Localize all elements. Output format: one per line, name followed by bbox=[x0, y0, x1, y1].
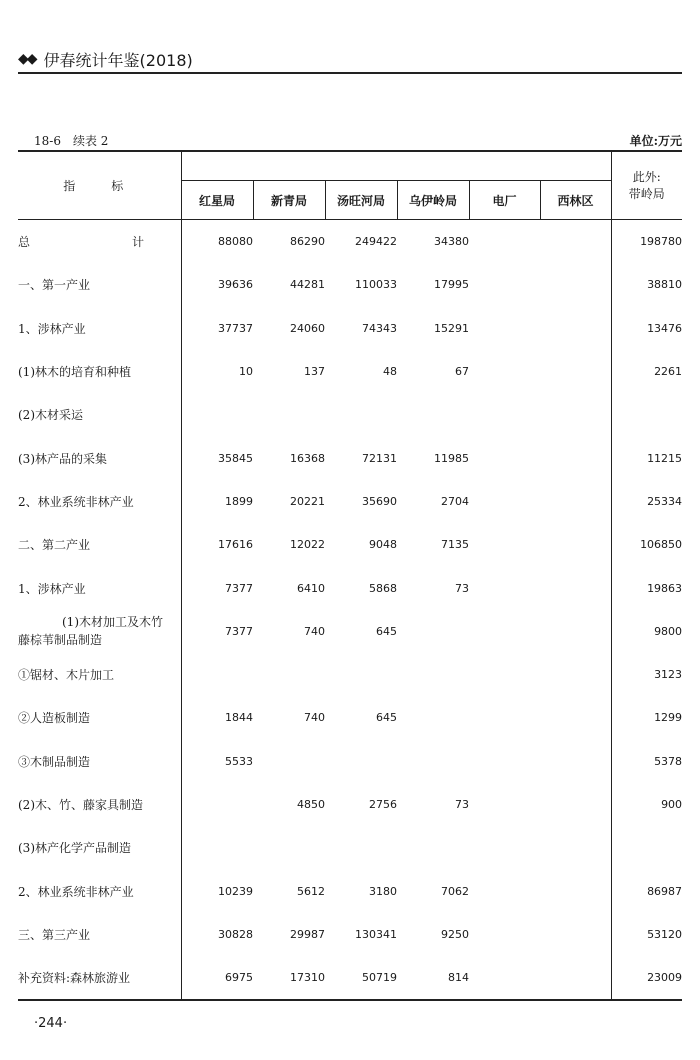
cell bbox=[469, 696, 540, 739]
cell: 48 bbox=[383, 365, 397, 379]
cell: 5533 bbox=[181, 740, 253, 783]
cell: 6410 bbox=[297, 581, 325, 595]
cell: 16368 bbox=[290, 451, 325, 465]
cell bbox=[181, 783, 253, 826]
cell bbox=[397, 393, 469, 436]
cell bbox=[540, 263, 611, 306]
cell: 1844 bbox=[181, 696, 253, 739]
cell bbox=[181, 826, 253, 869]
cell: 74343 bbox=[362, 321, 397, 335]
cell: 25334 bbox=[611, 480, 682, 523]
cell bbox=[397, 740, 469, 783]
cell: 11985 bbox=[434, 451, 469, 465]
cell bbox=[540, 653, 611, 696]
cell: 19863 bbox=[611, 566, 682, 609]
cell bbox=[540, 393, 611, 436]
cell bbox=[540, 307, 611, 350]
cell: 73 bbox=[455, 581, 469, 595]
cell: 20221 bbox=[290, 494, 325, 508]
row-label-line1: (1)木材加工及木竹 bbox=[62, 615, 163, 630]
cell bbox=[540, 480, 611, 523]
cell: 9250 bbox=[441, 927, 469, 941]
cell bbox=[397, 696, 469, 739]
row-label: (3)林产化学产品制造 bbox=[18, 841, 131, 856]
cell: 740 bbox=[304, 624, 325, 638]
cell: 13476 bbox=[611, 307, 682, 350]
cell: 86290 bbox=[290, 235, 325, 249]
row-label: 1、涉林产业 bbox=[18, 581, 86, 596]
cell bbox=[469, 436, 540, 479]
cell bbox=[253, 653, 325, 696]
cell: 67 bbox=[455, 365, 469, 379]
cell: 73 bbox=[455, 798, 469, 811]
cell bbox=[540, 826, 611, 869]
cell bbox=[325, 826, 397, 869]
cell: 106850 bbox=[611, 523, 682, 566]
cell: 39636 bbox=[181, 263, 253, 306]
cell: 17310 bbox=[290, 971, 325, 985]
cell: 15291 bbox=[434, 321, 469, 335]
cell bbox=[469, 263, 540, 306]
cell: 72131 bbox=[362, 451, 397, 465]
cell: 645 bbox=[376, 624, 397, 638]
cell: 37737 bbox=[181, 307, 253, 350]
table-row bbox=[18, 826, 682, 869]
cell: 900 bbox=[611, 783, 682, 826]
cell bbox=[397, 653, 469, 696]
cell bbox=[397, 826, 469, 869]
cell bbox=[253, 740, 325, 783]
cell: 24060 bbox=[290, 321, 325, 335]
cell: 2261 bbox=[611, 350, 682, 393]
row-label: 补充资料:森林旅游业 bbox=[18, 971, 131, 986]
cell: 10 bbox=[181, 350, 253, 393]
cell bbox=[540, 523, 611, 566]
statistics-table bbox=[18, 150, 682, 1001]
cell bbox=[540, 436, 611, 479]
cell: 35845 bbox=[181, 436, 253, 479]
row-label: (2)木材采运 bbox=[18, 408, 83, 423]
cell bbox=[469, 307, 540, 350]
table-row bbox=[18, 263, 682, 306]
cell: 5868 bbox=[369, 581, 397, 595]
row-label: ①锯材、木片加工 bbox=[18, 668, 115, 683]
cell bbox=[469, 869, 540, 912]
cell bbox=[253, 393, 325, 436]
cell bbox=[469, 956, 540, 1000]
row-label: ③木制品制造 bbox=[18, 754, 91, 769]
cell: 198780 bbox=[611, 220, 682, 264]
cell: 9048 bbox=[369, 538, 397, 552]
extra-column-header bbox=[611, 151, 682, 220]
table-row bbox=[18, 956, 682, 1000]
cell: 12022 bbox=[290, 538, 325, 552]
cell: 5612 bbox=[297, 884, 325, 898]
cell: 17995 bbox=[434, 278, 469, 292]
table-row bbox=[18, 869, 682, 912]
column-header: 乌伊岭局 bbox=[397, 181, 469, 220]
cell bbox=[469, 350, 540, 393]
cell: 44281 bbox=[290, 278, 325, 292]
cell bbox=[611, 826, 682, 869]
page-number: ·244· bbox=[34, 1016, 68, 1031]
cell bbox=[540, 610, 611, 653]
column-header: 新青局 bbox=[253, 181, 325, 220]
row-label: 1、涉林产业 bbox=[18, 321, 86, 336]
table-row bbox=[18, 393, 682, 436]
row-label: ②人造板制造 bbox=[18, 711, 91, 726]
column-header: 电厂 bbox=[469, 181, 540, 220]
table-row bbox=[18, 523, 682, 566]
cell: 17616 bbox=[181, 523, 253, 566]
cell bbox=[325, 653, 397, 696]
cell: 30828 bbox=[181, 913, 253, 956]
row-label: 总 计 bbox=[18, 235, 171, 250]
row-label: (3)林产品的采集 bbox=[18, 451, 107, 466]
indicator-header: 指 标 bbox=[18, 151, 181, 220]
row-label: 2、林业系统非林产业 bbox=[18, 494, 134, 509]
row-label: 一、第一产业 bbox=[18, 278, 91, 293]
cell: 5378 bbox=[611, 740, 682, 783]
cell: 814 bbox=[448, 971, 469, 985]
cell bbox=[469, 653, 540, 696]
cell: 34380 bbox=[434, 235, 469, 249]
cell: 11215 bbox=[611, 436, 682, 479]
table-row bbox=[18, 653, 682, 696]
cell bbox=[540, 696, 611, 739]
cell bbox=[469, 220, 540, 264]
cell bbox=[540, 783, 611, 826]
cell: 1299 bbox=[611, 696, 682, 739]
cell: 23009 bbox=[611, 956, 682, 1000]
header-rule bbox=[18, 72, 682, 74]
table-unit: 单位:万元 bbox=[629, 134, 682, 148]
table-row bbox=[18, 696, 682, 739]
cell bbox=[540, 220, 611, 264]
cell bbox=[397, 610, 469, 653]
row-label: 2、林业系统非林产业 bbox=[18, 884, 134, 899]
cell: 4850 bbox=[297, 798, 325, 811]
cell bbox=[611, 393, 682, 436]
table-number: 18-6 续表 2 bbox=[34, 134, 109, 148]
cell bbox=[253, 826, 325, 869]
cell: 9800 bbox=[611, 610, 682, 653]
table-row bbox=[18, 220, 682, 264]
cell: 249422 bbox=[355, 235, 397, 249]
cell: 2756 bbox=[369, 798, 397, 811]
table-row bbox=[18, 480, 682, 523]
running-header bbox=[18, 48, 193, 70]
cell: 35690 bbox=[362, 494, 397, 508]
extra-header-line2: 带岭局 bbox=[628, 186, 665, 201]
cell: 38810 bbox=[611, 263, 682, 306]
table-row bbox=[18, 307, 682, 350]
cell bbox=[469, 783, 540, 826]
row-label: (1)林木的培育和种植 bbox=[18, 365, 131, 380]
cell bbox=[540, 350, 611, 393]
cell: 2704 bbox=[441, 494, 469, 508]
cell bbox=[469, 826, 540, 869]
table-row bbox=[18, 740, 682, 783]
cell: 110033 bbox=[355, 278, 397, 292]
cell bbox=[540, 956, 611, 1000]
table-row bbox=[18, 566, 682, 609]
cell: 6975 bbox=[181, 956, 253, 1000]
cell bbox=[540, 566, 611, 609]
extra-header-line1: 此外: bbox=[632, 169, 661, 184]
row-label: (2)木、竹、藤家具制造 bbox=[18, 798, 143, 812]
cell: 7377 bbox=[181, 610, 253, 653]
cell: 3123 bbox=[611, 653, 682, 696]
diamond-icon: ◆◆ bbox=[18, 51, 36, 67]
column-header: 红星局 bbox=[181, 181, 253, 220]
cell: 130341 bbox=[355, 927, 397, 941]
cell bbox=[540, 740, 611, 783]
cell: 1899 bbox=[181, 480, 253, 523]
cell bbox=[469, 480, 540, 523]
cell: 7377 bbox=[181, 566, 253, 609]
cell bbox=[469, 393, 540, 436]
row-label: 二、第二产业 bbox=[18, 538, 91, 553]
table-row bbox=[18, 350, 682, 393]
cell bbox=[325, 740, 397, 783]
row-label: 三、第三产业 bbox=[18, 927, 91, 942]
header-blank-span bbox=[181, 151, 611, 181]
cell bbox=[469, 523, 540, 566]
cell: 29987 bbox=[290, 927, 325, 941]
cell: 3180 bbox=[369, 884, 397, 898]
cell bbox=[181, 393, 253, 436]
row-label-line2: 藤棕苇制品制造 bbox=[18, 633, 103, 648]
cell: 7135 bbox=[441, 538, 469, 552]
cell bbox=[469, 740, 540, 783]
book-title: 伊春统计年鉴(2018) bbox=[43, 50, 193, 70]
table-row bbox=[18, 913, 682, 956]
cell: 53120 bbox=[611, 913, 682, 956]
cell bbox=[469, 610, 540, 653]
cell bbox=[540, 869, 611, 912]
table-row bbox=[18, 783, 682, 826]
cell: 645 bbox=[376, 711, 397, 725]
column-header: 汤旺河局 bbox=[325, 181, 397, 220]
cell bbox=[469, 566, 540, 609]
cell bbox=[469, 913, 540, 956]
cell: 50719 bbox=[362, 971, 397, 985]
cell bbox=[540, 913, 611, 956]
cell: 88080 bbox=[181, 220, 253, 264]
row-label bbox=[18, 610, 181, 653]
cell: 740 bbox=[304, 711, 325, 725]
table-row bbox=[18, 610, 682, 653]
table-row bbox=[18, 436, 682, 479]
cell bbox=[181, 653, 253, 696]
cell: 10239 bbox=[181, 869, 253, 912]
cell: 7062 bbox=[441, 884, 469, 898]
column-header: 西林区 bbox=[540, 181, 611, 220]
cell bbox=[325, 393, 397, 436]
cell: 86987 bbox=[611, 869, 682, 912]
cell: 137 bbox=[304, 365, 325, 379]
